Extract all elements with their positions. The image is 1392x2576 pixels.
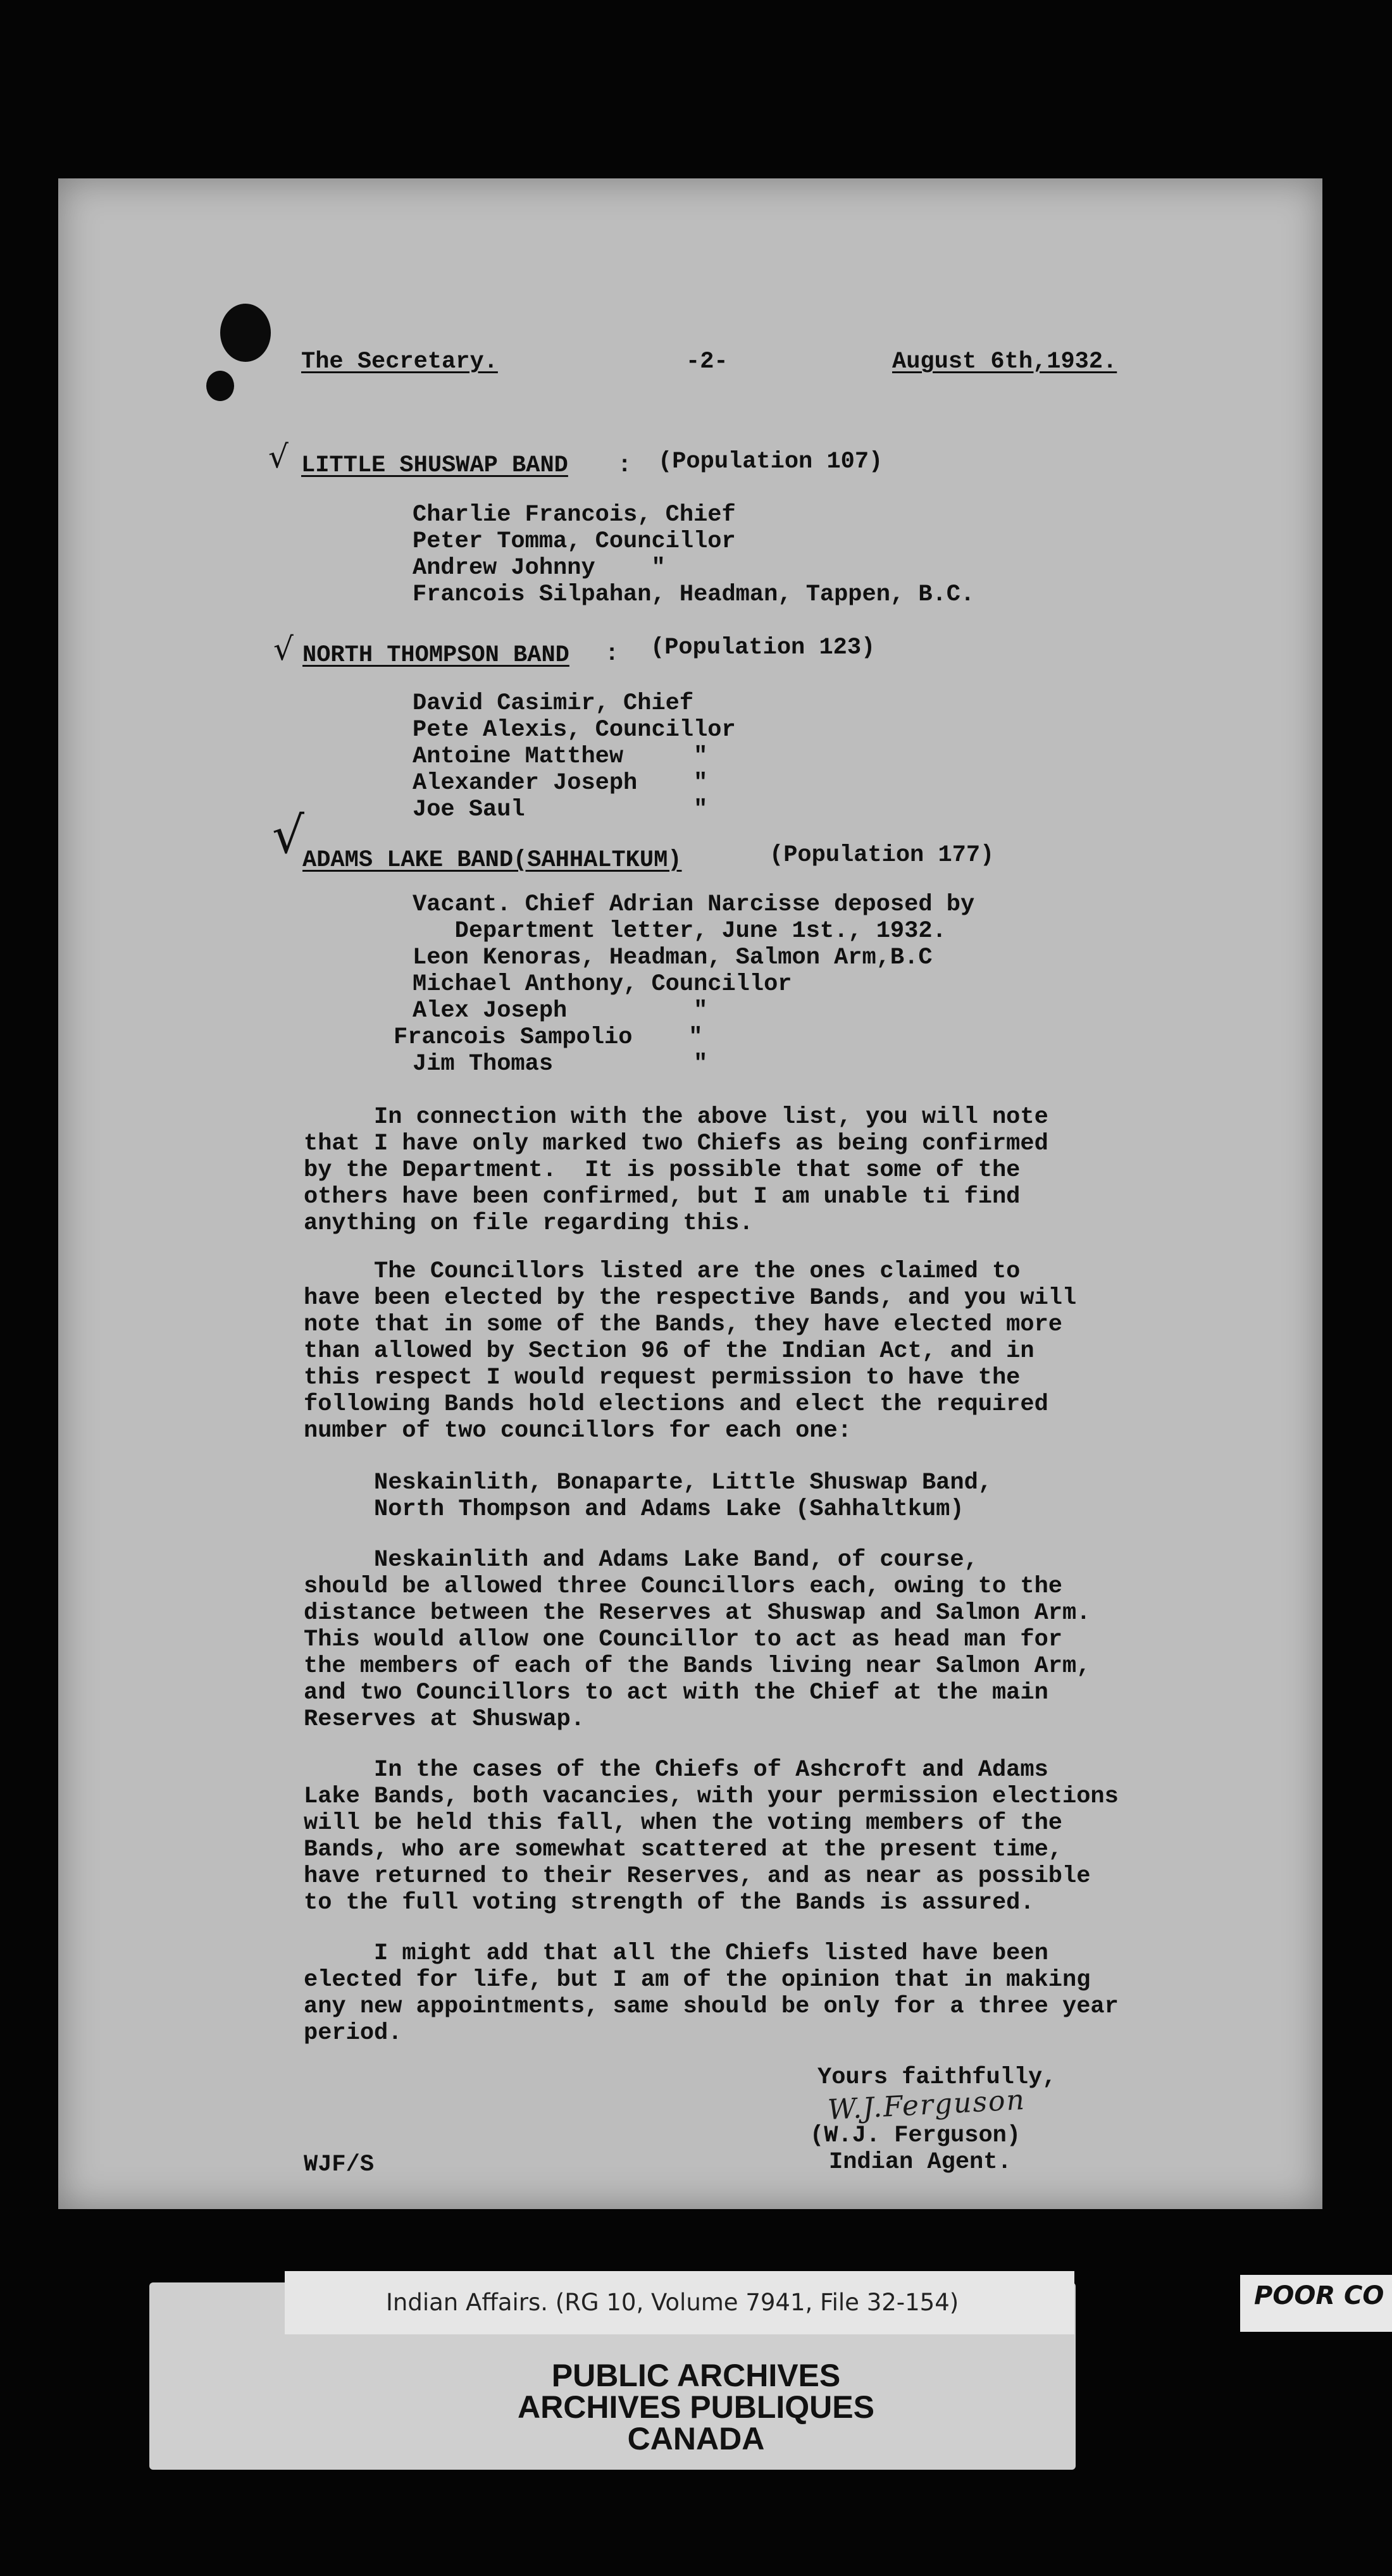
band-member: Peter Tomma, Councillor <box>413 528 736 555</box>
condition-tag-text: POOR CO <box>1254 2281 1384 2310</box>
band-member: Charlie Francois, Chief <box>413 502 736 528</box>
band-member: Leon Kenoras, Headman, Salmon Arm,B.C <box>413 944 933 971</box>
band-name: LITTLE SHUSWAP BAND <box>301 452 568 479</box>
punch-hole <box>206 371 234 401</box>
body-line: have returned to their Reserves, and as near as possible <box>304 1863 1091 1890</box>
band-member: Francois Silpahan, Headman, Tappen, B.C. <box>413 581 975 608</box>
body-line: than allowed by Section 96 of the Indian Act, and in <box>304 1338 1035 1365</box>
archive-line-2: ARCHIVES PUBLIQUES <box>518 2389 874 2425</box>
body-line: that I have only marked two Chiefs as being confirmed <box>304 1130 1048 1157</box>
body-line: by the Department. It is possible that some of the <box>304 1157 1021 1184</box>
signature: W.J.Ferguson <box>826 2083 1026 2127</box>
body-line: should be allowed three Councillors each, owing to the <box>304 1573 1062 1600</box>
typist-initials: WJF/S <box>304 2152 375 2178</box>
body-line: The Councillors listed are the ones claimed to <box>304 1258 1021 1285</box>
body-line: number of two councillors for each one: <box>304 1418 852 1444</box>
band-colon: : <box>618 452 632 479</box>
band-colon: : <box>605 641 619 667</box>
page-number: -2- <box>686 349 728 375</box>
archive-line-3: CANADA <box>627 2421 765 2456</box>
addressee: The Secretary. <box>301 349 498 375</box>
body-line: have been elected by the respective Bands, and you will <box>304 1285 1077 1311</box>
band-member: Alexander Joseph " <box>413 770 708 796</box>
body-line: any new appointments, same should be only for a three year <box>304 1993 1119 2020</box>
letter-date: August 6th,1932. <box>892 349 1117 375</box>
check-mark: √ <box>268 438 289 475</box>
body-line: distance between the Reserves at Shuswap and Salmon Arm. <box>304 1600 1091 1626</box>
body-line: elected for life, but I am of the opinion that in making <box>304 1967 1091 1993</box>
band-member: Vacant. Chief Adrian Narcisse deposed by <box>413 891 975 918</box>
body-line: the members of each of the Bands living near Salmon Arm, <box>304 1653 1091 1680</box>
band-member: Joe Saul " <box>413 796 708 823</box>
body-line: Neskainlith and Adams Lake Band, of course, <box>304 1547 978 1573</box>
band-member: Alex Joseph " <box>413 998 708 1024</box>
body-line: will be held this fall, when the voting members of the <box>304 1810 1062 1836</box>
body-line: Bands, who are somewhat scattered at the present time, <box>304 1836 1062 1863</box>
body-line: note that in some of the Bands, they have elected more <box>304 1311 1062 1338</box>
band-member: David Casimir, Chief <box>413 690 694 717</box>
band-population: (Population 107) <box>658 449 883 475</box>
body-line: following Bands hold elections and elect the required <box>304 1391 1048 1418</box>
band-name: NORTH THOMPSON BAND <box>302 642 569 669</box>
band-member: Pete Alexis, Councillor <box>413 717 736 743</box>
body-line: North Thompson and Adams Lake (Sahhaltkum) <box>304 1496 964 1523</box>
body-line: In connection with the above list, you will note <box>304 1104 1048 1130</box>
band-member: Antoine Matthew " <box>413 743 708 770</box>
band-member: Michael Anthony, Councillor <box>413 971 792 998</box>
check-mark: √ <box>272 806 304 865</box>
body-line: Neskainlith, Bonaparte, Little Shuswap Band, <box>304 1470 992 1496</box>
archive-reference: Indian Affairs. (RG 10, Volume 7941, File 32-154) <box>386 2289 959 2316</box>
body-line: this respect I would request permission to have the <box>304 1365 1021 1391</box>
band-member: Jim Thomas " <box>413 1051 708 1077</box>
body-line: to the full voting strength of the Bands is assured. <box>304 1890 1035 1916</box>
band-member: Francois Sampolio " <box>394 1024 703 1051</box>
body-line: Lake Bands, both vacancies, with your permission elections <box>304 1783 1119 1810</box>
band-name: ADAMS LAKE BAND(SAHHALTKUM) <box>302 847 682 874</box>
body-line: This would allow one Councillor to act as head man for <box>304 1626 1062 1653</box>
body-line: I might add that all the Chiefs listed have been <box>304 1940 1048 1967</box>
band-population: (Population 177) <box>769 842 995 869</box>
band-population: (Population 123) <box>650 635 876 661</box>
archive-line-1: PUBLIC ARCHIVES <box>551 2358 841 2393</box>
body-line: In the cases of the Chiefs of Ashcroft and Adams <box>304 1757 1048 1783</box>
band-member: Department letter, June 1st., 1932. <box>413 918 947 944</box>
punch-hole <box>220 304 271 362</box>
check-mark: √ <box>273 631 294 667</box>
body-line: anything on file regarding this. <box>304 1210 754 1237</box>
signer-name: (W.J. Ferguson) <box>810 2122 1021 2149</box>
closing-salutation: Yours faithfully, <box>817 2064 1057 2091</box>
body-line: period. <box>304 2020 402 2047</box>
body-line: and two Councillors to act with the Chief at the main <box>304 1680 1048 1706</box>
body-line: Reserves at Shuswap. <box>304 1706 585 1733</box>
body-line: others have been confirmed, but I am unable ti find <box>304 1184 1021 1210</box>
signer-title: Indian Agent. <box>829 2149 1012 2176</box>
band-member: Andrew Johnny " <box>413 555 666 581</box>
